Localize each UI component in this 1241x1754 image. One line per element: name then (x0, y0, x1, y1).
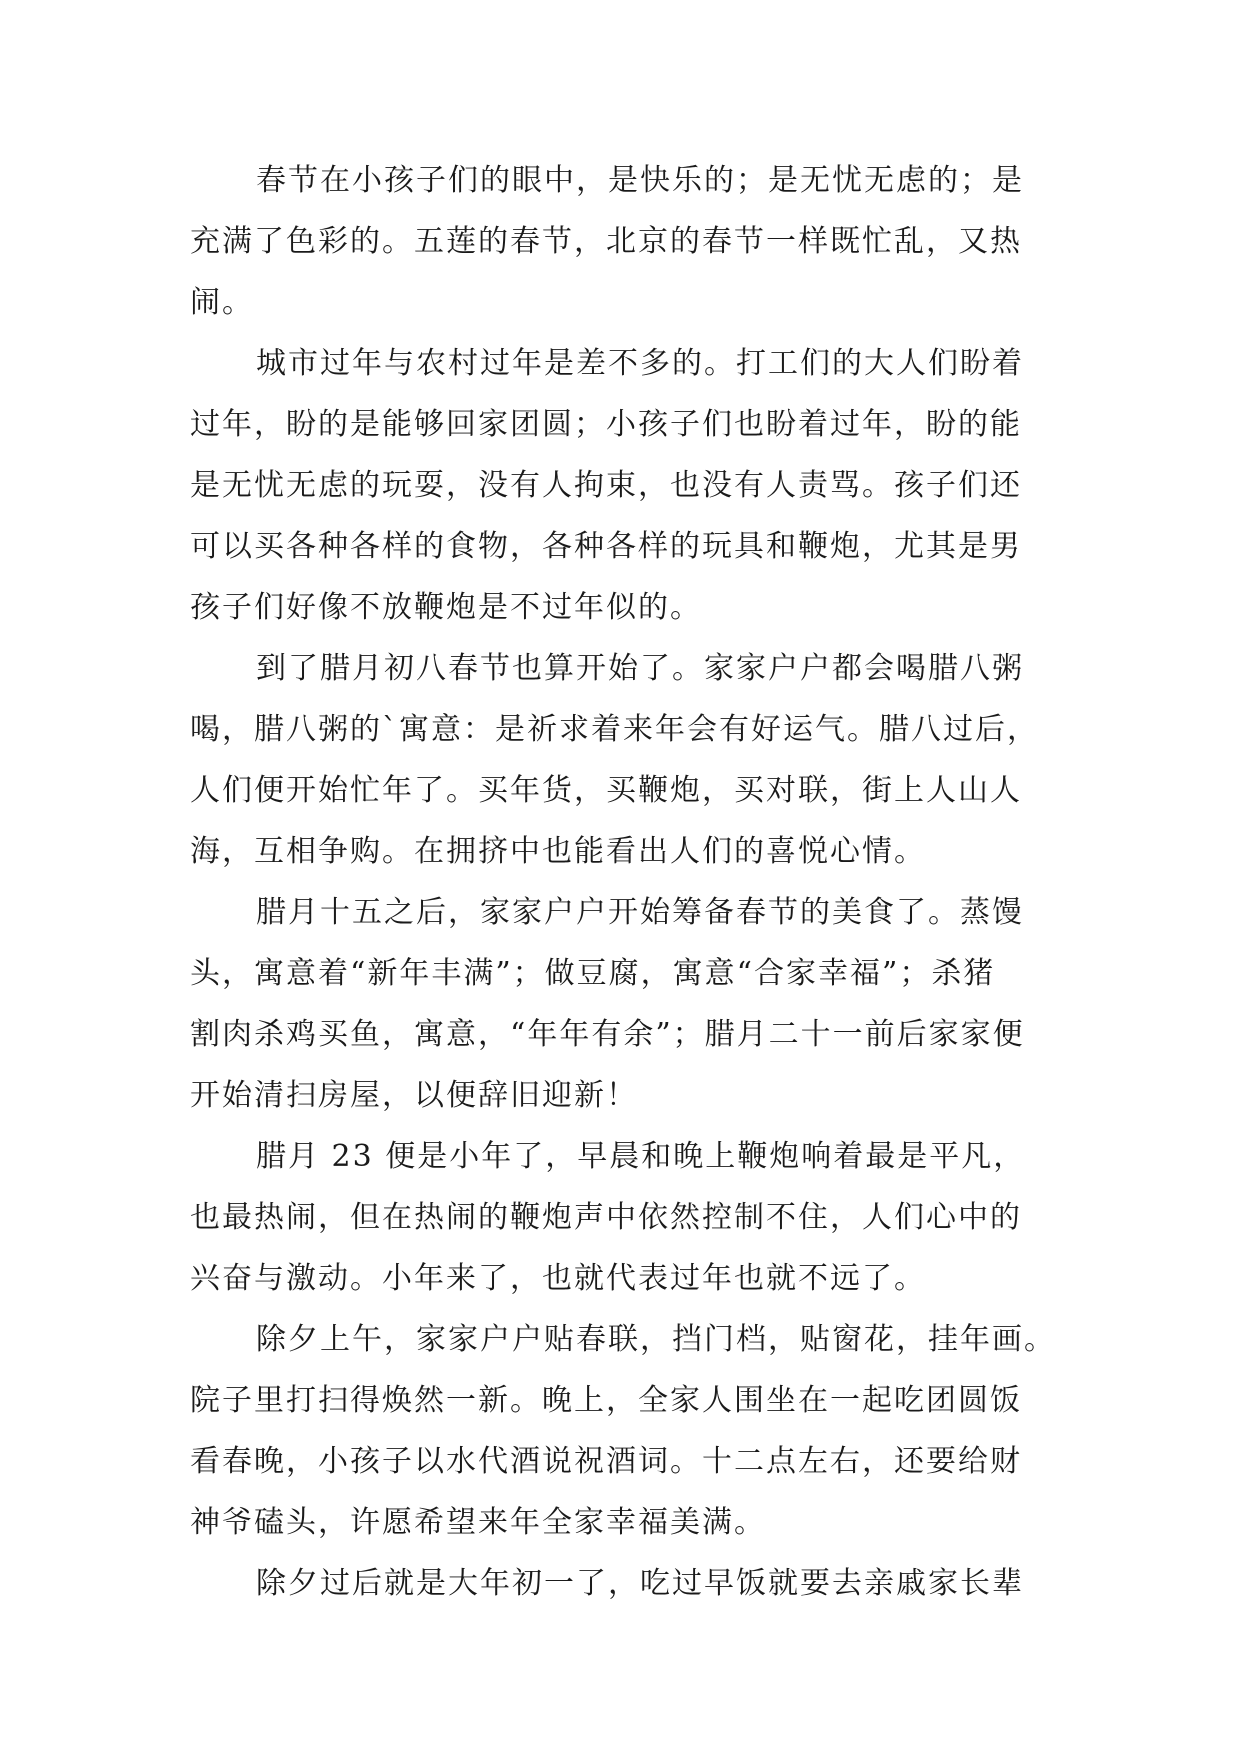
text-line: 喝，腊八粥的`寓意：是祈求着来年会有好运气。腊八过后， (190, 712, 1039, 747)
text-line: 腊月十五之后，家家户户开始筹备春节的美食了。蒸馒 (256, 895, 1024, 930)
text-line: 充满了色彩的。五莲的春节，北京的春节一样既忙乱，又热 (190, 224, 1022, 259)
text-line: 院子里打扫得焕然一新。晚上，全家人围坐在一起吃团圆饭 (190, 1383, 1022, 1418)
text-line: 兴奋与激动。小年来了，也就代表过年也就不远了。 (190, 1261, 926, 1296)
text-line: 过年，盼的是能够回家团圆；小孩子们也盼着过年，盼的能 (190, 407, 1022, 442)
text-line: 到了腊月初八春节也算开始了。家家户户都会喝腊八粥 (256, 651, 1024, 686)
text-line: 可以买各种各样的食物，各种各样的玩具和鞭炮，尤其是男 (190, 529, 1022, 564)
text-line: 闹。 (190, 285, 254, 320)
text-line: 春节在小孩子们的眼中，是快乐的；是无忧无虑的；是 (256, 163, 1024, 198)
text-line: 也最热闹，但在热闹的鞭炮声中依然控制不住，人们心中的 (190, 1200, 1022, 1235)
text-line: 孩子们好像不放鞭炮是不过年似的。 (190, 590, 702, 625)
text-line: 开始清扫房屋，以便辞旧迎新！ (190, 1078, 638, 1113)
text-line: 人们便开始忙年了。买年货，买鞭炮，买对联，街上人山人 (190, 773, 1022, 808)
text-line: 神爷磕头，许愿希望来年全家幸福美满。 (190, 1505, 766, 1540)
paragraph-4 (190, 882, 1050, 1126)
paragraph-1 (190, 150, 1050, 333)
text-line: 割肉杀鸡买鱼，寓意，“年年有余”；腊月二十一前后家家便 (190, 1017, 1025, 1052)
paragraph-6 (190, 1309, 1056, 1553)
text-line: 是无忧无虑的玩耍，没有人拘束，也没有人责骂。孩子们还 (190, 468, 1022, 503)
paragraph-3 (190, 638, 1050, 882)
essay-body (190, 150, 1056, 1614)
text-line: 除夕上午，家家户户贴春联，挡门档，贴窗花，挂年画。 (256, 1322, 1056, 1357)
text-line: 海，互相争购。在拥挤中也能看出人们的喜悦心情。 (190, 834, 926, 869)
paragraph-7 (190, 1553, 1050, 1614)
text-line: 城市过年与农村过年是差不多的。打工们的大人们盼着 (256, 346, 1024, 381)
text-line: 除夕过后就是大年初一了，吃过早饭就要去亲戚家长辈 (256, 1566, 1024, 1601)
text-line: 看春晚，小孩子以水代酒说祝酒词。十二点左右，还要给财 (190, 1444, 1022, 1479)
paragraph-5 (190, 1126, 1050, 1309)
paragraph-2 (190, 333, 1050, 638)
text-line: 头，寓意着“新年丰满”；做豆腐，寓意“合家幸福”；杀猪 (190, 956, 996, 991)
text-line: 腊月 23 便是小年了，早晨和晚上鞭炮响着最是平凡， (256, 1139, 1026, 1174)
